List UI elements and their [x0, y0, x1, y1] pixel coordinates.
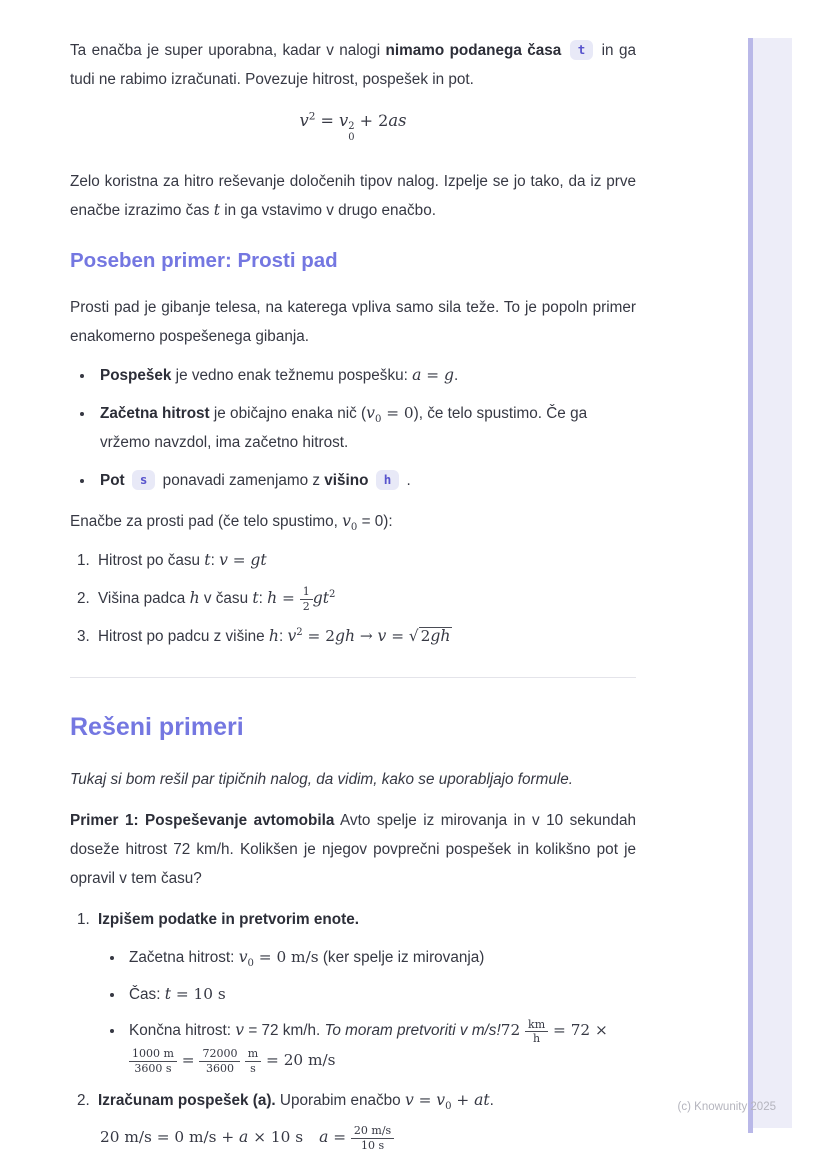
math-var: v — [235, 1021, 245, 1040]
text-run: Uporabim enačbo — [275, 1091, 405, 1109]
math-var: h — [267, 588, 278, 607]
math-sub: 0 — [247, 958, 254, 970]
step-equation — [100, 1123, 636, 1153]
fraction-denominator: s — [250, 1062, 256, 1076]
math-op: = — [227, 551, 251, 570]
bold-text: nimamo podanega časa — [385, 42, 562, 59]
math-units: = 0 m/s — [253, 948, 319, 967]
math-sup: 2 — [308, 110, 316, 123]
math-units: = 20 m/s — [261, 1051, 336, 1070]
text-run: Zelo koristna za hitro reševanje določenih tipov nalog. Izpelje se jo tako, da iz prve enačbe izrazimo čas — [70, 173, 636, 220]
text-run: Enačbe za prosti pad (če telo spustimo, — [70, 512, 343, 530]
fraction-numerator: km — [525, 1018, 548, 1033]
code-chip-t: t — [570, 40, 594, 60]
text-run: Ta enačba je super uporabna, kadar v nalogi — [70, 42, 386, 59]
bold-text: Začetna hitrost — [100, 404, 210, 422]
text-run: (ker spelje iz mirovanja) — [318, 949, 485, 967]
text-run: . — [489, 1091, 494, 1109]
fraction — [351, 1124, 394, 1153]
list-item — [94, 584, 636, 614]
paragraph: Prosti pad je gibanje telesa, na katerega vpliva samo sila teže. To je popoln primer enakomerno pospešenega gibanja. — [70, 299, 636, 346]
math-var: gt — [250, 551, 267, 570]
fraction-numerator: 1 — [300, 585, 313, 600]
text-run: Hitrost po času — [98, 552, 205, 570]
text-run: in ga tudi ne rabimo izračunati. Povezuje hitrost, pospešek in pot. — [70, 42, 636, 89]
math-var: gh — [334, 626, 355, 645]
math-op: = — [315, 111, 340, 131]
italic-note: To moram pretvoriti v m/s! — [324, 1022, 501, 1040]
math-var: v — [238, 948, 248, 967]
math-var: g — [443, 366, 454, 385]
page-edge-line — [748, 38, 753, 1133]
math-num: 2 — [420, 626, 431, 645]
fraction — [199, 1047, 240, 1076]
sqrt-glyph: √ — [408, 626, 419, 645]
fraction-numerator: 1000 m — [129, 1047, 177, 1062]
bold-text: Primer 1: Pospeševanje avtomobila — [70, 811, 335, 829]
list-item — [94, 622, 636, 652]
text-run: in ga vstavimo v drugo enačbo. — [219, 202, 436, 220]
text-run: ), če telo spustimo. Če ga vržemo navzdol, ima začetno hitrost. — [100, 404, 588, 452]
math-var: t — [213, 201, 220, 220]
text-run: je običajno enaka nič ( — [209, 404, 367, 422]
math-var: at — [474, 1090, 490, 1109]
math-op: = — [413, 1090, 437, 1109]
text-run: = 0): — [357, 512, 393, 530]
fraction-denominator: 10 s — [360, 1138, 385, 1152]
math-var: v — [339, 111, 349, 131]
list-item — [125, 980, 636, 1010]
math-var: v — [404, 1090, 414, 1109]
text-run: . — [453, 367, 459, 385]
math-units: = 10 s — [170, 984, 226, 1003]
bullet-list — [70, 361, 636, 494]
math-op: = — [176, 1051, 200, 1070]
radicand — [419, 627, 453, 645]
math-units: 20 m/s = 0 m/s + — [100, 1127, 240, 1146]
list-item — [125, 1016, 636, 1076]
paragraph — [70, 167, 636, 226]
math-var: as — [388, 111, 407, 131]
page-heading-reseni-primeri: Rešeni primeri — [70, 713, 244, 742]
text-run: Čas: — [129, 985, 165, 1003]
math-op: + 2 — [354, 111, 389, 131]
text-run: Začetna hitrost: — [129, 949, 239, 967]
arrow-glyph: → — [355, 626, 378, 645]
math-var: t — [204, 551, 211, 570]
step-heading: Izračunam pospešek (a). — [98, 1091, 276, 1109]
page-edge-strip — [753, 38, 792, 1128]
fraction-numerator: m — [245, 1047, 261, 1062]
text-run: Višina padca — [98, 589, 190, 607]
math-op: + — [451, 1090, 475, 1109]
fraction — [300, 585, 313, 614]
paragraph-primer-1 — [70, 806, 636, 893]
math-var: gt — [312, 588, 329, 607]
list-item — [95, 399, 636, 458]
code-chip-h: h — [376, 470, 400, 490]
text-run: Hitrost po padcu z višine — [98, 627, 269, 645]
list-item — [94, 546, 636, 576]
text-run: ponavadi zamenjamo z — [158, 471, 325, 489]
math-op: = — [421, 366, 444, 385]
math-sup: 2 — [328, 588, 336, 600]
math-var: v — [366, 403, 375, 422]
fraction-numerator: 72000 — [199, 1047, 240, 1062]
paragraph — [70, 507, 636, 537]
footer-copyright: (c) Knowunity 2025 — [677, 1101, 776, 1113]
math-var: a — [412, 366, 422, 385]
fraction-denominator: h — [533, 1032, 541, 1046]
math-op: = 0 — [381, 403, 414, 422]
math-var: v — [299, 111, 309, 131]
text-run: Avto spelje iz mirovanja in v 10 sekundah doseže hitrost 72 km/h. Kolikšen je njegov povprečni pospešek in kolikšno pot je opravil v tem času? — [70, 811, 636, 887]
math-sub: 0 — [350, 521, 358, 533]
math-op: = 2 — [302, 626, 335, 645]
math-var: a — [239, 1127, 249, 1146]
list-item — [125, 943, 636, 973]
fraction-denominator: 2 — [302, 599, 310, 613]
fraction — [245, 1047, 261, 1076]
math-var: h — [189, 588, 200, 607]
code-chip-s: s — [132, 470, 156, 490]
text-run: : — [258, 589, 268, 607]
math-sub: 0 — [445, 1101, 452, 1112]
math-sub: 0 — [374, 413, 382, 425]
bold-text: Pospešek — [100, 367, 172, 385]
math-sup: 2 — [296, 626, 303, 638]
section-divider — [70, 677, 636, 678]
math-op: = — [277, 588, 300, 607]
bold-text: Pot — [100, 471, 125, 489]
math-var: v — [342, 511, 351, 530]
text-run: : — [210, 552, 220, 570]
text-run: : — [278, 627, 288, 645]
math-var: v — [377, 626, 387, 645]
bold-text: višino — [324, 471, 369, 489]
list-item-step-1 — [94, 905, 636, 1076]
math-op: = — [328, 1127, 351, 1146]
fraction-denominator: 3600 s — [134, 1062, 172, 1076]
sub-bullet-list — [98, 943, 636, 1076]
list-item — [95, 361, 636, 391]
numbered-list-steps — [70, 905, 636, 1152]
paragraph-intro — [70, 36, 636, 94]
text-run: je vedno enak težnemu pospešku: — [171, 367, 413, 385]
math-sub: 0 — [348, 132, 355, 144]
math-var: v — [219, 551, 228, 570]
math-var: v — [287, 626, 297, 645]
math-var: v — [436, 1090, 446, 1109]
text-run: . — [402, 471, 411, 489]
math-op: = — [386, 626, 409, 645]
math-op: = 72 × — [548, 1021, 608, 1040]
fraction — [129, 1047, 177, 1076]
lead-italic-text: Tukaj si bom rešil par tipičnih nalog, da vidim, kako se uporabljajo formule. — [70, 770, 574, 788]
fraction — [525, 1018, 548, 1047]
list-item — [95, 466, 636, 495]
document-content — [70, 36, 636, 1162]
section-heading-prosti-pad: Poseben primer: Prosti pad — [70, 249, 338, 273]
fraction-numerator: 20 m/s — [351, 1124, 394, 1139]
math-num: 72 — [500, 1021, 526, 1040]
text-run: Končna hitrost: — [129, 1022, 236, 1040]
text-run: = 72 km/h. — [244, 1022, 325, 1040]
math-units: × 10 s — [248, 1127, 304, 1146]
text-run: v času — [199, 589, 253, 607]
math-var: t — [252, 588, 259, 607]
math-sup: 2 — [348, 121, 355, 133]
math-var: gh — [430, 626, 451, 645]
numbered-list-equations — [70, 546, 636, 651]
fraction-denominator: 3600 — [205, 1062, 234, 1076]
math-var: a — [319, 1127, 329, 1146]
equation-v-squared — [70, 106, 636, 143]
list-item-step-2 — [94, 1086, 636, 1152]
step-heading: Izpišem podatke in pretvorim enote. — [98, 911, 359, 929]
math-var: h — [268, 626, 279, 645]
math-var: t — [164, 984, 171, 1003]
